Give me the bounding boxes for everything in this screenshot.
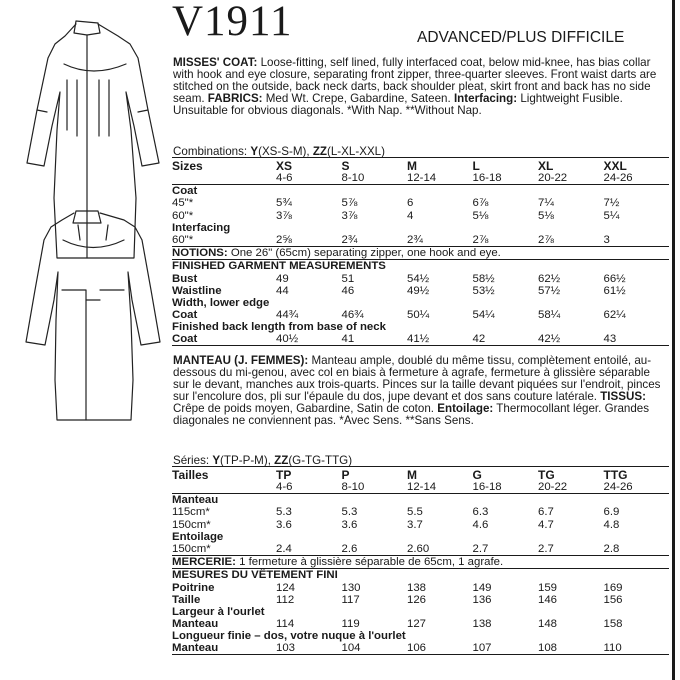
size-value: 50¼ <box>407 309 430 322</box>
french-description <box>173 355 668 427</box>
size-value: 53½ <box>472 284 495 297</box>
size-value: 158 <box>603 618 623 631</box>
size-value: 2¾ <box>342 234 408 247</box>
width-heading <box>172 297 669 309</box>
size-value: 169 <box>603 581 623 594</box>
bold-label: Entoilage: <box>437 402 494 415</box>
size-value: 117 <box>341 593 360 606</box>
size-value: 6.9 <box>603 506 620 519</box>
size-value: 58¼ <box>538 309 561 322</box>
size-value: 41½ <box>407 333 473 346</box>
size-value: 2.7 <box>473 543 539 556</box>
size-value: 51 <box>341 272 355 285</box>
notions-row <box>172 246 669 259</box>
width-heading-text: Width, lower edge <box>172 296 270 309</box>
finished-measurements-heading <box>172 260 669 273</box>
size-value: 58½ <box>472 272 495 285</box>
size-range: 8-10 <box>342 172 408 185</box>
size-value: 103 <box>276 642 342 655</box>
coat-fabric-heading-text: Manteau <box>172 494 219 507</box>
text-segment: 1 fermeture à glissière séparable de 65cm, 1 agrafe. <box>235 556 504 569</box>
size-value: 42 <box>473 333 539 346</box>
row-label: Coat <box>172 309 198 322</box>
size-name: P <box>342 467 408 482</box>
bold-label: Interfacing: <box>453 92 518 105</box>
size-value: 3.7 <box>407 518 423 531</box>
sizes-label: Tailles <box>172 467 276 482</box>
size-range: 20-22 <box>538 481 604 494</box>
size-value: 7¼ <box>538 197 554 210</box>
row-label: 150cm* <box>172 543 276 556</box>
text-segment: Séries: <box>173 454 213 467</box>
row-label: 45"* <box>172 197 194 210</box>
text-segment: Combinations: <box>173 145 251 158</box>
size-value: 4.8 <box>603 518 620 531</box>
size-value: 5⅛ <box>472 209 489 222</box>
interfacing-heading-text: Interfacing <box>172 221 231 234</box>
width-coat-row <box>172 309 669 321</box>
page-edge-rule <box>672 0 675 680</box>
bold-label: Y <box>212 454 221 467</box>
size-range: 4-6 <box>276 481 342 494</box>
size-value: 126 <box>407 593 427 606</box>
size-value: 5.3 <box>341 506 358 519</box>
size-value: 2⅞ <box>473 234 539 247</box>
size-value: 41 <box>342 333 408 346</box>
size-range: 12-14 <box>407 481 473 494</box>
text-segment: (TP-P-M), <box>220 454 275 467</box>
size-range: 16-18 <box>473 481 539 494</box>
size-value: 7½ <box>603 197 620 210</box>
coat-fabric-heading-text: Coat <box>172 185 198 198</box>
length-heading <box>172 630 669 642</box>
bold-label: TISSUS: <box>600 390 646 403</box>
size-value: 2.6 <box>342 543 408 556</box>
fabric-yardage-row <box>172 197 669 209</box>
size-value: 156 <box>603 593 623 606</box>
size-value: 40½ <box>276 333 342 346</box>
size-value: 66½ <box>603 272 626 285</box>
size-value: 2¾ <box>407 234 473 247</box>
notions-row <box>172 555 669 568</box>
size-value: 61½ <box>603 284 626 297</box>
text-segment: Manteau ample, doublé du même tissu, complètement entoilé, au-dessous du mi-genou, avec col en biais à fermeture à agrafe, fermeture à glissière séparable sur le devant, manches aux trois-quarts. Pinces sur la taille devant piquées sur l'endroit, pinces sur l'encolure dos, pli sur l'épaule du dos, jupe devant et dos sans couture latérale. <box>173 354 661 403</box>
row-label: Manteau <box>172 618 219 631</box>
size-value: 136 <box>472 593 492 606</box>
size-value: 3⅞ <box>276 209 292 222</box>
sizes-label: Sizes <box>172 158 276 173</box>
text-segment: (L-XL-XXL) <box>327 145 385 158</box>
bold-label: MANTEAU (J. FEMMES): <box>173 354 309 367</box>
fabric-yardage-row <box>172 518 669 530</box>
size-value: 146 <box>538 593 558 606</box>
size-value: 46 <box>341 284 355 297</box>
size-range: 24-26 <box>604 481 670 494</box>
length-heading-text: Finished back length from base of neck <box>172 321 386 334</box>
row-label: 115cm* <box>172 506 210 519</box>
fabric-yardage-row <box>172 209 669 221</box>
size-name: TTG <box>604 467 670 482</box>
size-value: 107 <box>473 642 539 655</box>
row-label: Waistline <box>172 284 222 297</box>
size-value: 5¼ <box>603 209 620 222</box>
interfacing-heading-text: Entoilage <box>172 530 224 543</box>
bold-label: FABRICS: <box>207 92 263 105</box>
difficulty-level: ADVANCED/PLUS DIFFICILE <box>417 29 625 46</box>
row-label: Manteau <box>172 642 276 655</box>
size-value: 110 <box>604 642 670 655</box>
interfacing-yardage-row <box>172 543 669 556</box>
size-value: 2.60 <box>407 543 473 556</box>
size-value: 5⅞ <box>341 197 358 210</box>
size-range-row <box>172 172 669 185</box>
english-size-table <box>172 157 669 346</box>
text-segment: Loose-fitting, self lined, fully interfaced coat, below mid-knee, has bias collar with hook and eye closure, separating front zipper, three-quarter sleeves. Front waist darts are stitched on the outside, back neck darts, back shoulder pleat, skirt front and back has no side seam. <box>173 56 657 105</box>
size-value: 42½ <box>538 333 604 346</box>
size-name: S <box>342 158 408 173</box>
blank-cell <box>172 481 276 494</box>
size-value: 2.8 <box>604 543 670 556</box>
row-label: Bust <box>172 272 198 285</box>
waist-row <box>172 594 669 606</box>
coat-fabric-heading <box>172 185 669 198</box>
size-value: 44 <box>276 284 289 297</box>
bold-label: Y <box>250 145 259 158</box>
size-value: 149 <box>472 581 492 594</box>
size-value: 130 <box>341 581 361 594</box>
size-value: 54¼ <box>472 309 495 322</box>
size-range-row <box>172 481 669 494</box>
bust-row <box>172 272 669 284</box>
size-value: 4.7 <box>538 518 554 531</box>
size-range: 4-6 <box>276 172 342 185</box>
english-description <box>173 57 668 117</box>
size-range: 20-22 <box>538 172 604 185</box>
size-value: 46¾ <box>341 309 364 322</box>
size-value: 106 <box>407 642 473 655</box>
size-range: 24-26 <box>604 172 670 185</box>
row-label: Taille <box>172 593 201 606</box>
bust-row <box>172 581 669 593</box>
bold-label: MISSES' COAT: <box>173 56 258 69</box>
size-range: 8-10 <box>342 481 408 494</box>
size-value: 138 <box>472 618 492 631</box>
size-name: XXL <box>604 158 670 173</box>
size-value: 3 <box>604 234 670 247</box>
row-label: Coat <box>172 333 276 346</box>
size-value: 3.6 <box>276 518 292 531</box>
finished-measurements-heading-text: MESURES DU VÊTEMENT FINI <box>172 569 338 582</box>
size-name: M <box>407 467 473 482</box>
size-header-row <box>172 467 669 482</box>
size-range: 16-18 <box>473 172 539 185</box>
length-heading-text: Longueur finie – dos, votre nuque à l'ourlet <box>172 630 406 643</box>
size-value: 3⅞ <box>341 209 358 222</box>
size-value: 104 <box>342 642 408 655</box>
width-heading-text: Largeur à l'ourlet <box>172 605 265 618</box>
size-value: 6 <box>407 197 414 210</box>
size-value: 4 <box>407 209 414 222</box>
row-label: 60"* <box>172 234 276 247</box>
size-value: 159 <box>538 581 558 594</box>
size-value: 148 <box>538 618 558 631</box>
row-label: 150cm* <box>172 518 211 531</box>
length-coat-row <box>172 642 669 655</box>
width-coat-row <box>172 618 669 630</box>
size-value: 127 <box>407 618 427 631</box>
text-segment: Med Wt. Crepe, Gabardine, Sateen. <box>262 92 454 105</box>
size-value: 49½ <box>407 284 430 297</box>
size-value: 3.6 <box>341 518 358 531</box>
size-value: 5.3 <box>276 506 292 519</box>
size-value: 114 <box>276 618 295 631</box>
size-range: 12-14 <box>407 172 473 185</box>
waist-row <box>172 285 669 297</box>
size-value: 44¾ <box>276 309 299 322</box>
text-segment: One 26" (65cm) separating zipper, one hook and eye. <box>227 247 501 260</box>
size-value: 5⅛ <box>538 209 554 222</box>
text-segment: Thermocollant léger. Grandes diagonales ne conviennent pas. *Avec Sens. **Sans Sens. <box>173 402 650 427</box>
size-value: 2⅞ <box>538 234 604 247</box>
row-label: Poitrine <box>172 581 215 594</box>
fabric-yardage-row <box>172 506 669 518</box>
row-label: 60"* <box>172 209 194 222</box>
bold-label: MERCERIE: <box>172 556 236 569</box>
text-segment: (XS-S-M), <box>258 145 313 158</box>
size-value: 6.7 <box>538 506 554 519</box>
size-header-row <box>172 158 669 173</box>
text-segment: (G-TG-TTG) <box>288 454 353 467</box>
text-segment: Crêpe de poids moyen, Gabardine, Satin de coton. <box>173 402 438 415</box>
size-value: 62¼ <box>603 309 626 322</box>
length-coat-row <box>172 333 669 346</box>
size-value: 5¾ <box>276 197 292 210</box>
technical-drawings <box>0 0 170 680</box>
size-name: TP <box>276 467 342 482</box>
bold-label: ZZ <box>312 145 327 158</box>
french-size-table <box>172 466 669 655</box>
text-segment: Lightweight Fusible. Unsuitable for obvious diagonals. *With Nap. **Without Nap. <box>173 92 623 117</box>
finished-measurements-heading-text: FINISHED GARMENT MEASUREMENTS <box>172 260 386 273</box>
size-value: 43 <box>604 333 670 346</box>
size-value: 2⅝ <box>276 234 342 247</box>
interfacing-yardage-row <box>172 234 669 247</box>
bold-label: NOTIONS: <box>172 247 228 260</box>
size-value: 124 <box>276 581 296 594</box>
size-name: L <box>473 158 539 173</box>
size-name: G <box>473 467 539 482</box>
size-value: 49 <box>276 272 289 285</box>
notions-row-text <box>172 555 669 568</box>
size-value: 6.3 <box>472 506 489 519</box>
size-value: 108 <box>538 642 604 655</box>
interfacing-heading <box>172 222 669 234</box>
size-value: 62½ <box>538 272 561 285</box>
bold-label: ZZ <box>274 454 289 467</box>
size-value: 138 <box>407 581 427 594</box>
size-value: 4.6 <box>472 518 489 531</box>
size-value: 5.5 <box>407 506 423 519</box>
size-value: 6⅞ <box>472 197 489 210</box>
size-value: 119 <box>341 618 360 631</box>
size-value: 57½ <box>538 284 561 297</box>
size-value: 54½ <box>407 272 430 285</box>
size-name: XS <box>276 158 342 173</box>
size-name: XL <box>538 158 604 173</box>
pattern-number: V1911 <box>172 0 293 45</box>
interfacing-heading <box>172 531 669 543</box>
size-value: 112 <box>276 593 295 606</box>
size-value: 2.4 <box>276 543 342 556</box>
notions-row-text <box>172 246 669 259</box>
size-name: TG <box>538 467 604 482</box>
size-name: M <box>407 158 473 173</box>
length-heading <box>172 321 669 333</box>
size-value: 2.7 <box>538 543 604 556</box>
blank-cell <box>172 172 276 185</box>
coat-fabric-heading <box>172 494 669 507</box>
finished-measurements-heading <box>172 569 669 582</box>
width-heading <box>172 606 669 618</box>
coat-back-drawing <box>26 211 160 420</box>
